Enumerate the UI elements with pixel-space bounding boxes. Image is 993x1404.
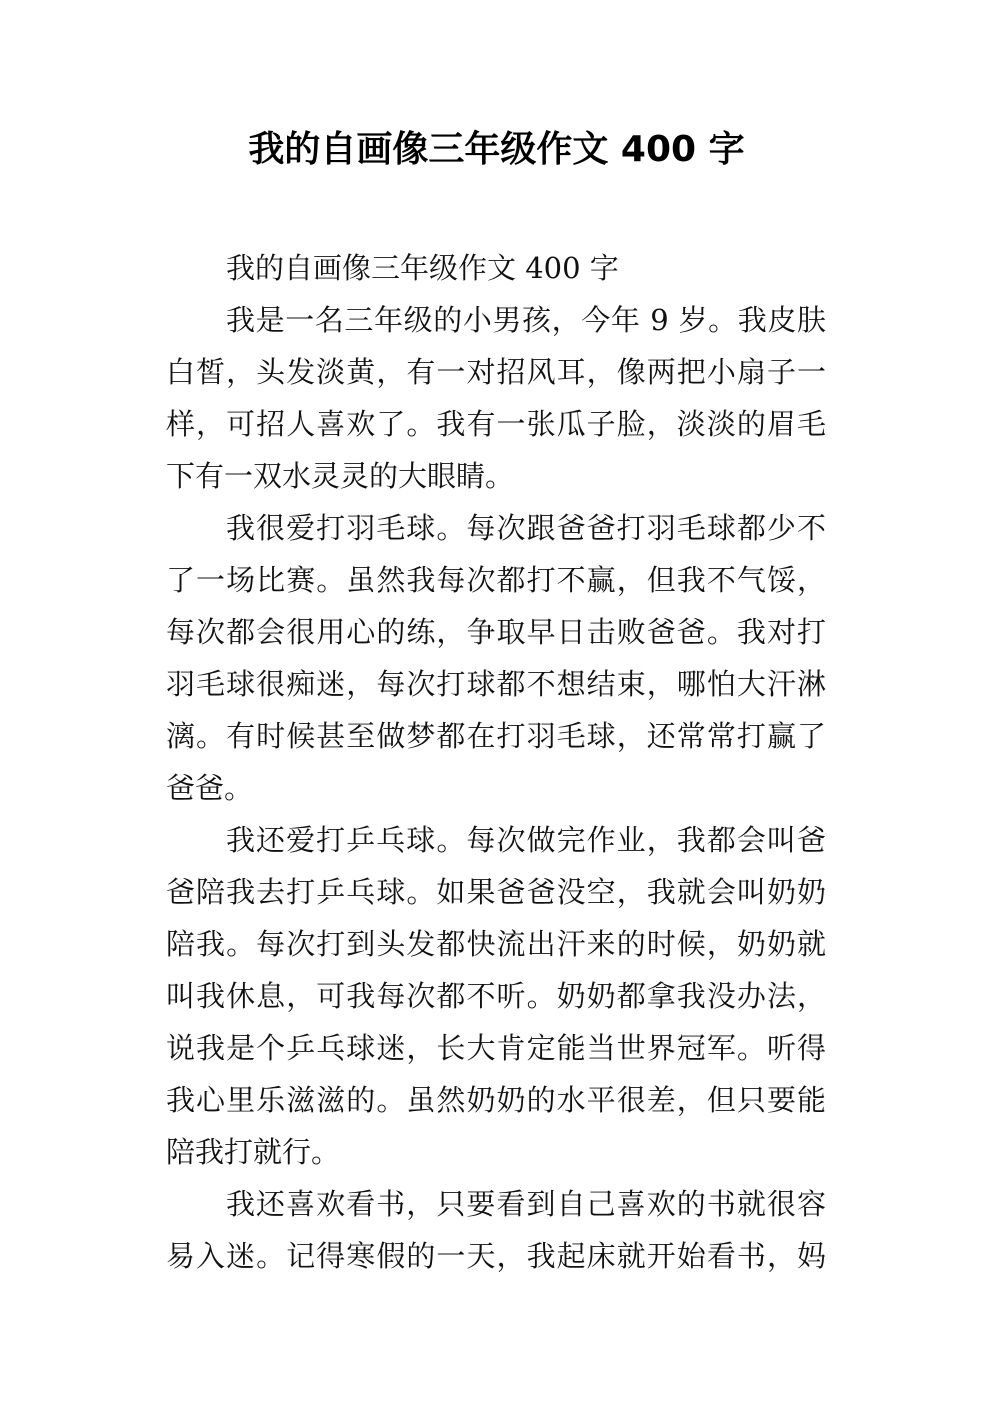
text-line: 漓。有时候甚至做梦都在打羽毛球，还常常打赢了 — [166, 719, 826, 753]
text-line: 我心里乐滋滋的。虽然奶奶的水平很差，但只要能 — [166, 1083, 826, 1117]
text-line: 样，可招人喜欢了。我有一张瓜子脸，淡淡的眉毛 — [166, 407, 826, 441]
text-line: 陪我打就行。 — [166, 1135, 341, 1169]
text-line: 我的自画像三年级作文 400 字 — [226, 251, 619, 285]
text-line: 我还爱打乒乓球。每次做完作业，我都会叫爸 — [226, 823, 826, 857]
text-line: 我还喜欢看书，只要看到自己喜欢的书就很容 — [226, 1187, 826, 1221]
text-line: 说我是个乒乓球迷，长大肯定能当世界冠军。听得 — [166, 1031, 826, 1065]
text-line: 我是一名三年级的小男孩，今年 9 岁。我皮肤 — [226, 303, 826, 337]
document-title: 我的自画像三年级作文 400 字 — [248, 129, 745, 170]
paragraph — [166, 242, 826, 294]
text-line: 白皙，头发淡黄，有一对招风耳，像两把小扇子一 — [166, 355, 826, 389]
text-line: 每次都会很用心的练，争取早日击败爸爸。我对打 — [166, 615, 826, 649]
text-line: 叫我休息，可我每次都不听。奶奶都拿我没办法， — [166, 979, 826, 1013]
text-line: 下有一双水灵灵的大眼睛。 — [166, 459, 515, 493]
paragraph — [166, 502, 826, 814]
document-body — [166, 242, 826, 1282]
text-line: 了一场比赛。虽然我每次都打不赢，但我不气馁， — [166, 563, 826, 597]
paragraph — [166, 294, 826, 502]
text-line: 易入迷。记得寒假的一天，我起床就开始看书，妈 — [166, 1239, 826, 1273]
text-line: 陪我。每次打到头发都快流出汗来的时候，奶奶就 — [166, 927, 826, 961]
text-line: 羽毛球很痴迷，每次打球都不想结束，哪怕大汗淋 — [166, 667, 826, 701]
text-line: 爸爸。 — [166, 771, 254, 805]
text-line: 爸陪我去打乒乓球。如果爸爸没空，我就会叫奶奶 — [166, 875, 826, 909]
paragraph — [166, 814, 826, 1178]
paragraph — [166, 1178, 826, 1282]
text-line: 我很爱打羽毛球。每次跟爸爸打羽毛球都少不 — [226, 511, 826, 545]
